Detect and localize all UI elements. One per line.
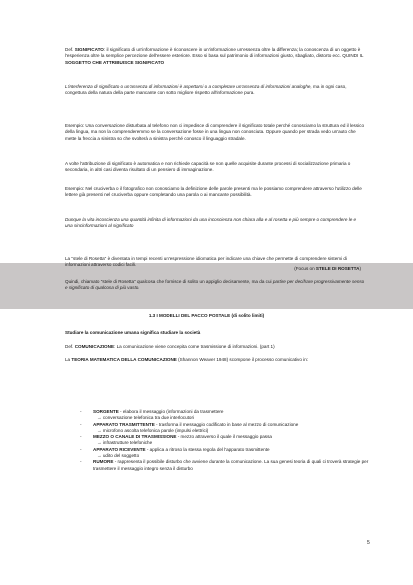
emph-soggetto: SOGGETTO CHE ATTRIBUISCE SIGNIFICATO <box>65 59 165 65</box>
paragraph-attribution: A volte l'attribuzione di significato è automatica e non richiede capacità se non quelle acquisite durante processi di socializzazione primaria o secondaria, in altri casi diventa risultato di un pensiero di immaginazione. <box>65 161 351 173</box>
list-item: - SORGENTE - elabora il messaggio (informazioni da trasmettere → conversazione telefonica tra due interlocutori <box>80 409 224 421</box>
paragraph-rosetta-intro: Dunque la vita incoscienza una quantità infinita di informazioni da una incoscienza non chiara alla e al rosetta e più sempre o comprendere le e una sincinformazioni al significato <box>65 217 357 229</box>
paragraph-example-2: Esempio: Nel cruciverba o il fotografico non conosciamo la definizione delle parole presenti ma le possiamo comprendere attraverso l'utilizzo delle lettere già presenti nel cruciverba oppure completando una parola o ai mancante possibilità. <box>65 186 362 198</box>
list-item: - APPARATO RICEVENTE - applica a ritroso la stessa regola del l'apparato trasmittente → udito del soggetto <box>80 446 270 459</box>
page-number: 5 <box>367 540 370 546</box>
list-item: - APPARATO TRASMITTENTE - trasforma il messaggio codificato in base al mezzo di comunicazione → microfono ascolta telefonica parole (impulsi elettrici) <box>80 421 299 433</box>
list-item: - MEZZO O CANALE DI TRASMISSIONE - mezzo attraverso il quale il messaggio passa → infrastrutture telefoniche <box>80 434 272 446</box>
components-list <box>80 409 372 472</box>
term-teoria: TEORIA MATEMATICA DELLA COMUNICAZIONE <box>71 357 177 362</box>
section-heading: 1.3 I MODELLI DEL PACCO POSTALE (di solito limiti) <box>148 313 265 318</box>
rosetta-focus-note: (Focus on STELE DI ROSETTA) <box>294 266 361 271</box>
paragraph-example-1: Esempio: Una conversazione disturbata al telefono non ci impedisce di comprendere il significato totale perché conosciamo la struttura ed il lessico della lingua, ma non la comprenderemmo se la conversazione fosse in una lingua non conosciuta. Oppure quando per strada vedo un'auto che mette la freccia a sinistra so che svolterà a sinistra perché conosco il linguaggio stradale. <box>65 123 365 141</box>
term-significato: SIGNIFICATO <box>74 47 104 52</box>
list-item: - RUMORE - rappresenta il possibile disturbo che avviene durante la comunicazione. La sua genesi teoria di quali ci troverà strategie per trasmettere il messaggio integro senza il disturbo <box>80 459 369 471</box>
rosetta-paragraph-2: Quindi, chiamato "stele di Rosetta" qualcosa che fornisce di solito un appiglio decisamente, ma da cui partire per decifrare progressivamente senso e significato di qualcosa di più vasto. <box>65 279 365 291</box>
definition-comunicazione: Def. COMUNICAZIONE: La comunicazione viene concepita come trasmissione di informazioni. (part 1) <box>65 344 275 349</box>
paragraph-theory: La TEORIA MATEMATICA DELLA COMUNICAZIONE (Shannon Weaver 1948) scompone il processo comunicativo in: <box>65 357 309 362</box>
rosetta-paragraph-1: La "stele di Rosetta" è diventata in tempi recenti un'espressione idiomatica per indicare una chiave che permette di comprendere sistemi di informazioni attraverso codici facili. <box>65 256 347 268</box>
paragraph-interference: L'interferenza di significato o un'assenza di informazioni è aspettarsi o a completare un'assenza di informazioni analoghe, ma in ogni caso, congettura della natura della parte mancante con sotto migliore rispetto all'informazione pura. <box>65 84 347 96</box>
definition-significato: Def. SIGNIFICATO: il significato di un'informazione è riconoscere in un'informazione un'essenza oltre la differenza; la conoscenza di un oggetto è l'esperienza oltre la semplice percezione dell'essere esteriore. Esso si basa sul patrimonio di informazioni giusto, sbagliato, distorto ecc. QUINDI IL SOGGETTO CHE ATTRIBUISCE SIGNIFICATO <box>65 47 364 65</box>
term-comunicazione: COMUNICAZIONE <box>74 344 115 349</box>
paragraph-comm-society: Studiare la comunicazione umana significa studiare la società <box>65 330 201 335</box>
